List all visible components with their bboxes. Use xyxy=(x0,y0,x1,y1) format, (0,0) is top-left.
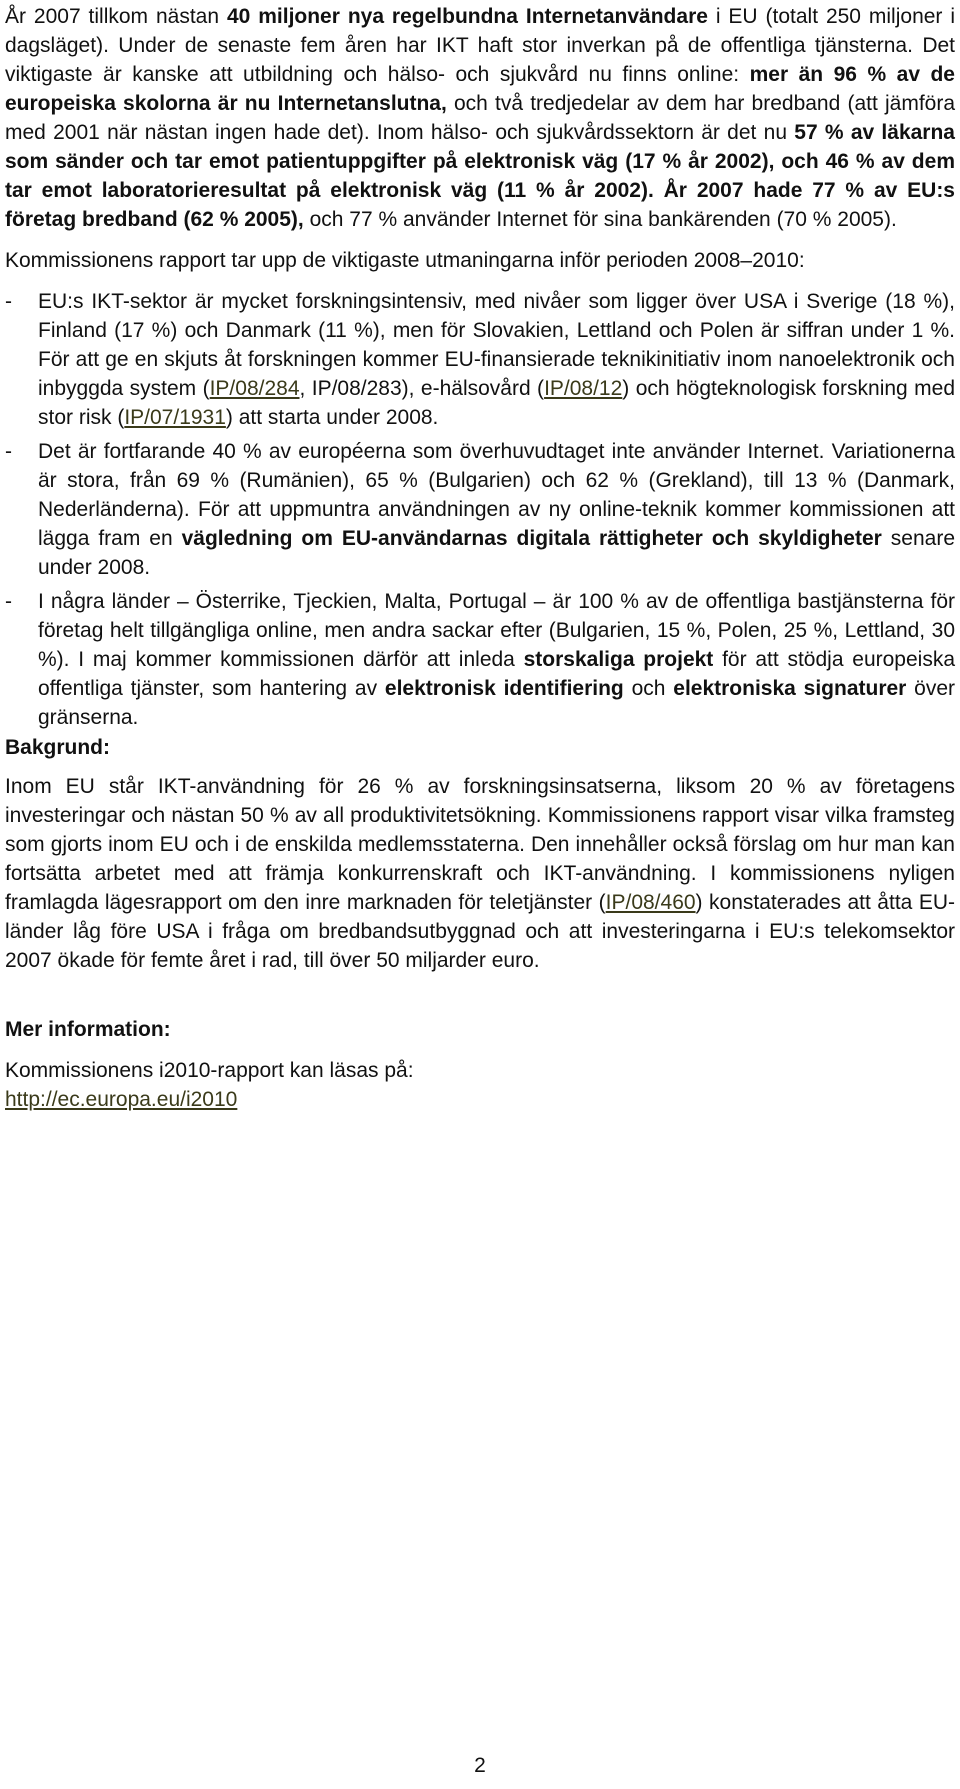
more-info-paragraph xyxy=(5,1056,955,1114)
text-segment: och xyxy=(623,677,674,700)
text-segment: för att stödja europeiska offentliga tjänster, som hantering av xyxy=(38,648,955,700)
text-segment: över gränserna. xyxy=(38,677,956,729)
text-segment: Det är fortfarande 40 % av européerna som överhuvudtaget inte använder Internet. Variationerna är stora, från 69 % (Rumänien), 65 % (Bulgarien) och 62 % (Grekland), till 13 % (Danmark, Nederländerna). För att uppmuntra användningen av ny online-teknik kommer kommissionen att lägga fram en xyxy=(38,440,955,550)
intro-paragraph xyxy=(5,0,955,234)
text-segment: År 2007 tillkom nästan xyxy=(5,5,227,28)
list-item xyxy=(5,587,955,732)
bold-text: 40 miljoner nya regelbundna Internetanvändare xyxy=(226,5,708,28)
press-release-link[interactable]: IP/07/1931 xyxy=(124,406,226,429)
bold-text: elektroniska signaturer xyxy=(673,677,907,700)
list-item-text xyxy=(38,440,955,579)
bold-text: mer än 96 % av de europeiska skolorna är nu Internetanslutna, xyxy=(5,63,955,115)
i2010-report-link[interactable]: http://ec.europa.eu/i2010 xyxy=(5,1088,238,1111)
text-segment: Inom EU står IKT-användning för 26 % av forskningsinsatserna, liksom 20 % av företagens investeringar och nästan 50 % av all produktivitetsökning. Kommissionens rapport visar vilka framsteg som gjorts inom EU och i de enskilda medlemsstaterna. Den innehåller också förslag om hur man kan fortsätta arbetet med att främja konkurrenskraft och IKT-användning. I kommissionens nyligen framlagda lägesrapport om den inre marknaden för teletjänster ( xyxy=(5,775,955,914)
press-release-link[interactable]: IP/08/12 xyxy=(544,377,623,400)
text-segment: , IP/08/283), e-hälsovård ( xyxy=(299,377,545,400)
list-item xyxy=(5,287,955,432)
text-segment: i EU (totalt 250 miljoner i dagsläget). Under de senaste fem åren har IKT haft stor inverkan på de offentliga tjänsterna. Det viktigaste är kanske att utbildning och hälso- och sjukvård nu finns online: xyxy=(5,5,956,86)
background-paragraph xyxy=(5,772,955,975)
bullet-dash: - xyxy=(5,290,12,313)
bullet-dash: - xyxy=(5,590,12,613)
press-release-link[interactable]: IP/08/284 xyxy=(209,377,300,400)
more-info-heading: Mer information: xyxy=(5,1018,171,1041)
press-release-link[interactable]: IP/08/460 xyxy=(605,891,696,914)
more-info-text: Kommissionens i2010-rapport kan läsas på: xyxy=(5,1059,414,1082)
text-segment: ) konstaterades att åtta EU-länder låg före USA i fråga om bredbandsutbyggnad och att investeringarna i EU:s telekomsektor 2007 ökade för femte året i rad, till över 50 miljarder euro. xyxy=(5,891,955,972)
list-item xyxy=(5,437,955,582)
text-segment: ) och högteknologisk forskning med stor risk ( xyxy=(38,377,955,429)
background-heading: Bakgrund: xyxy=(5,736,110,759)
text-segment: EU:s IKT-sektor är mycket forskningsintensiv, med nivåer som ligger över USA i Sverige (18 %), Finland (17 %) och Danmark (11 %), men för Slovakien, Lettland och Polen är siffran under 1 %. För att ge en skjuts åt forskningen kommer EU-finansierade teknikinitiativ inom nanoelektronik och inbyggda system ( xyxy=(38,290,955,400)
text-segment: I några länder – Österrike, Tjeckien, Malta, Portugal – är 100 % av de offentliga bastjänsterna för företag helt tillgängliga online, men andra sackar efter (Bulgarien, 15 %, Polen, 25 %, Lettland, 30 %). I maj kommer kommissionen därför att inleda xyxy=(38,590,955,671)
bullet-dash: - xyxy=(5,440,12,463)
list-item-text xyxy=(38,590,955,729)
bold-text: vägledning om EU-användarnas digitala rättigheter och skyldigheter xyxy=(181,527,882,550)
text-segment: senare under 2008. xyxy=(38,527,955,579)
bold-text: 57 % av läkarna som sänder och tar emot patientuppgifter på elektronisk väg (17 % år 2002), och 46 % av dem tar emot laboratorieresultat på elektronisk väg (11 % år 2002). År 2007 hade 77 % av EU:s företag bredband (62 % 2005), xyxy=(5,121,955,231)
challenges-list xyxy=(5,287,955,732)
bold-text: elektronisk identifiering xyxy=(384,677,624,700)
text-segment: och två tredjedelar av dem har bredband (att jämföra med 2001 när nästan ingen hade det). Inom hälso- och sjukvårdssektorn är det nu xyxy=(5,92,956,144)
text-segment: och 77 % använder Internet för sina bankärenden (70 % 2005). xyxy=(303,208,897,231)
list-item-text xyxy=(38,290,955,429)
bold-text: storskaliga projekt xyxy=(523,648,714,671)
text-segment: Kommissionens rapport tar upp de viktigaste utmaningarna inför perioden 2008–2010: xyxy=(5,249,805,272)
document-page xyxy=(5,0,955,1114)
page-number: 2 xyxy=(474,1754,486,1777)
challenges-intro-paragraph xyxy=(5,246,955,275)
text-segment: ) att starta under 2008. xyxy=(225,406,439,429)
